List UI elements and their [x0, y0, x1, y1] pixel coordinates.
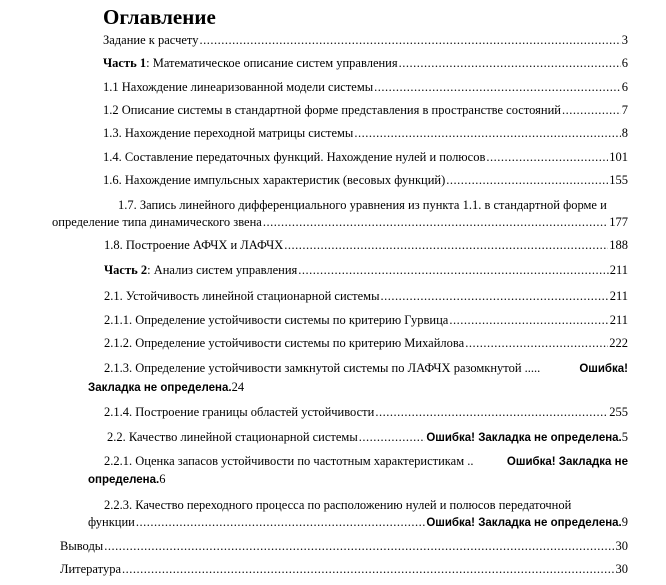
toc-entry[interactable] [103, 125, 628, 141]
toc-entry[interactable] [103, 102, 628, 118]
entry-title: 1.8. Построение АФЧХ и ЛАФЧХ [104, 238, 284, 252]
page-number: 9 [621, 515, 628, 529]
toc-entry[interactable] [60, 561, 628, 577]
bookmark-error: определена. [88, 474, 160, 486]
entry-title: определение типа динамического звена [52, 215, 262, 229]
entry-title: 2.2.1. Оценка запасов устойчивости по частотным характеристикам .. [104, 454, 474, 468]
dot-leader [199, 32, 620, 48]
toc-entry[interactable] [103, 149, 628, 165]
entry-title: 1.4. Составление передаточных функций. Нахождение нулей и полюсов [103, 150, 486, 164]
toc-entry[interactable] [60, 538, 628, 554]
bookmark-error: Ошибка! Закладка не определена. [426, 432, 622, 444]
bookmark-error: Ошибка! Закладка не [506, 456, 628, 468]
dot-leader [399, 55, 621, 71]
entry-title: функции [88, 515, 135, 529]
toc-entry[interactable] [104, 312, 628, 328]
dot-leader [465, 335, 608, 351]
entry-title: 1.6. Нахождение импульсных характеристик (весовых функций) [103, 173, 446, 187]
toc-entry[interactable] [107, 429, 628, 445]
page-number: 3 [621, 33, 628, 47]
toc-entry[interactable] [104, 288, 628, 304]
entry-title: Литература [60, 562, 121, 576]
toc-entry[interactable] [104, 335, 628, 351]
bookmark-error: Закладка не определена. [88, 382, 232, 394]
page-number: 8 [621, 126, 628, 140]
dot-leader [375, 404, 608, 420]
dot-leader [136, 514, 425, 530]
page-number: 30 [615, 539, 628, 553]
dot-leader [374, 79, 621, 95]
entry-title: Задание к расчету [103, 33, 199, 47]
entry-title: 1.1 Нахождение линеаризованной модели системы [103, 80, 374, 94]
toc-entry[interactable] [52, 214, 628, 230]
page-number: 211 [609, 289, 628, 303]
entry-bold-prefix: Часть 1 [103, 56, 147, 70]
toc-entry[interactable] [104, 404, 628, 420]
entry-title: 2.1.2. Определение устойчивости системы по критерию Михайлова [104, 336, 465, 350]
toc-entry[interactable] [103, 55, 628, 71]
page-number: 155 [609, 173, 628, 187]
entry-title: 1.3. Нахождение переходной матрицы системы [103, 126, 354, 140]
dot-leader [104, 538, 614, 554]
page-number: 6 [621, 56, 628, 70]
bookmark-error: Ошибка! Закладка не определена. [426, 517, 622, 529]
dot-leader [486, 149, 608, 165]
dot-leader [562, 102, 621, 118]
page-number: 255 [609, 405, 628, 419]
dot-leader [359, 429, 426, 445]
page-number: 5 [621, 430, 628, 444]
entry-title: Выводы [60, 539, 104, 553]
page-number: 177 [609, 215, 628, 229]
toc-entry[interactable] [104, 497, 571, 513]
entry-title: : Анализ систем управления [147, 263, 298, 277]
dot-leader [446, 172, 608, 188]
toc-entry[interactable] [103, 79, 628, 95]
toc-entry[interactable] [88, 471, 165, 487]
toc-entry[interactable] [118, 197, 607, 213]
bookmark-error: Ошибка! [579, 363, 628, 375]
toc-title: Оглавление [103, 5, 216, 29]
dot-leader [381, 288, 609, 304]
entry-title: 2.1.4. Построение границы областей устойчивости [104, 405, 375, 419]
page-number: 101 [609, 150, 628, 164]
toc-entry[interactable] [88, 379, 244, 395]
page-number: 7 [621, 103, 628, 117]
entry-title: 2.2. Качество линейной стационарной системы [107, 430, 358, 444]
toc-entry[interactable] [88, 514, 628, 530]
entry-title: 1.2 Описание системы в стандартной форме представления в пространстве состояний [103, 103, 561, 117]
page-number: 188 [609, 238, 628, 252]
entry-title: 2.1. Устойчивость линейной стационарной системы [104, 289, 380, 303]
page-number: 24 [231, 380, 245, 394]
dot-leader [354, 125, 620, 141]
toc-entry[interactable] [104, 453, 628, 469]
page-number: 211 [609, 263, 628, 277]
dot-leader [298, 262, 608, 278]
entry-title: 2.1.3. Определение устойчивости замкнутой системы по ЛАФЧХ разомкнутой ..... [104, 361, 541, 375]
entry-title: 2.1.1. Определение устойчивости системы по критерию Гурвица [104, 313, 449, 327]
page-number: 6 [159, 472, 166, 486]
toc-entry[interactable] [104, 360, 628, 376]
entry-title: : Математическое описание систем управления [146, 56, 398, 70]
dot-leader [122, 561, 615, 577]
dot-leader [284, 237, 608, 253]
toc-entry[interactable] [104, 237, 628, 253]
dot-leader [449, 312, 608, 328]
page-number: 222 [609, 336, 628, 350]
entry-title: 1.7. Запись линейного дифференциального уравнения из пункта 1.1. в стандартной форме и [118, 198, 607, 212]
entry-bold-prefix: Часть 2 [104, 263, 148, 277]
page-number: 6 [621, 80, 628, 94]
entry-title: 2.2.3. Качество переходного процесса по расположению нулей и полюсов передаточной [104, 498, 572, 512]
toc-entry[interactable] [103, 32, 628, 48]
page-number: 30 [615, 562, 628, 576]
toc-entry[interactable] [103, 172, 628, 188]
dot-leader [263, 214, 608, 230]
page-number: 211 [609, 313, 628, 327]
toc-entry[interactable] [104, 262, 628, 278]
